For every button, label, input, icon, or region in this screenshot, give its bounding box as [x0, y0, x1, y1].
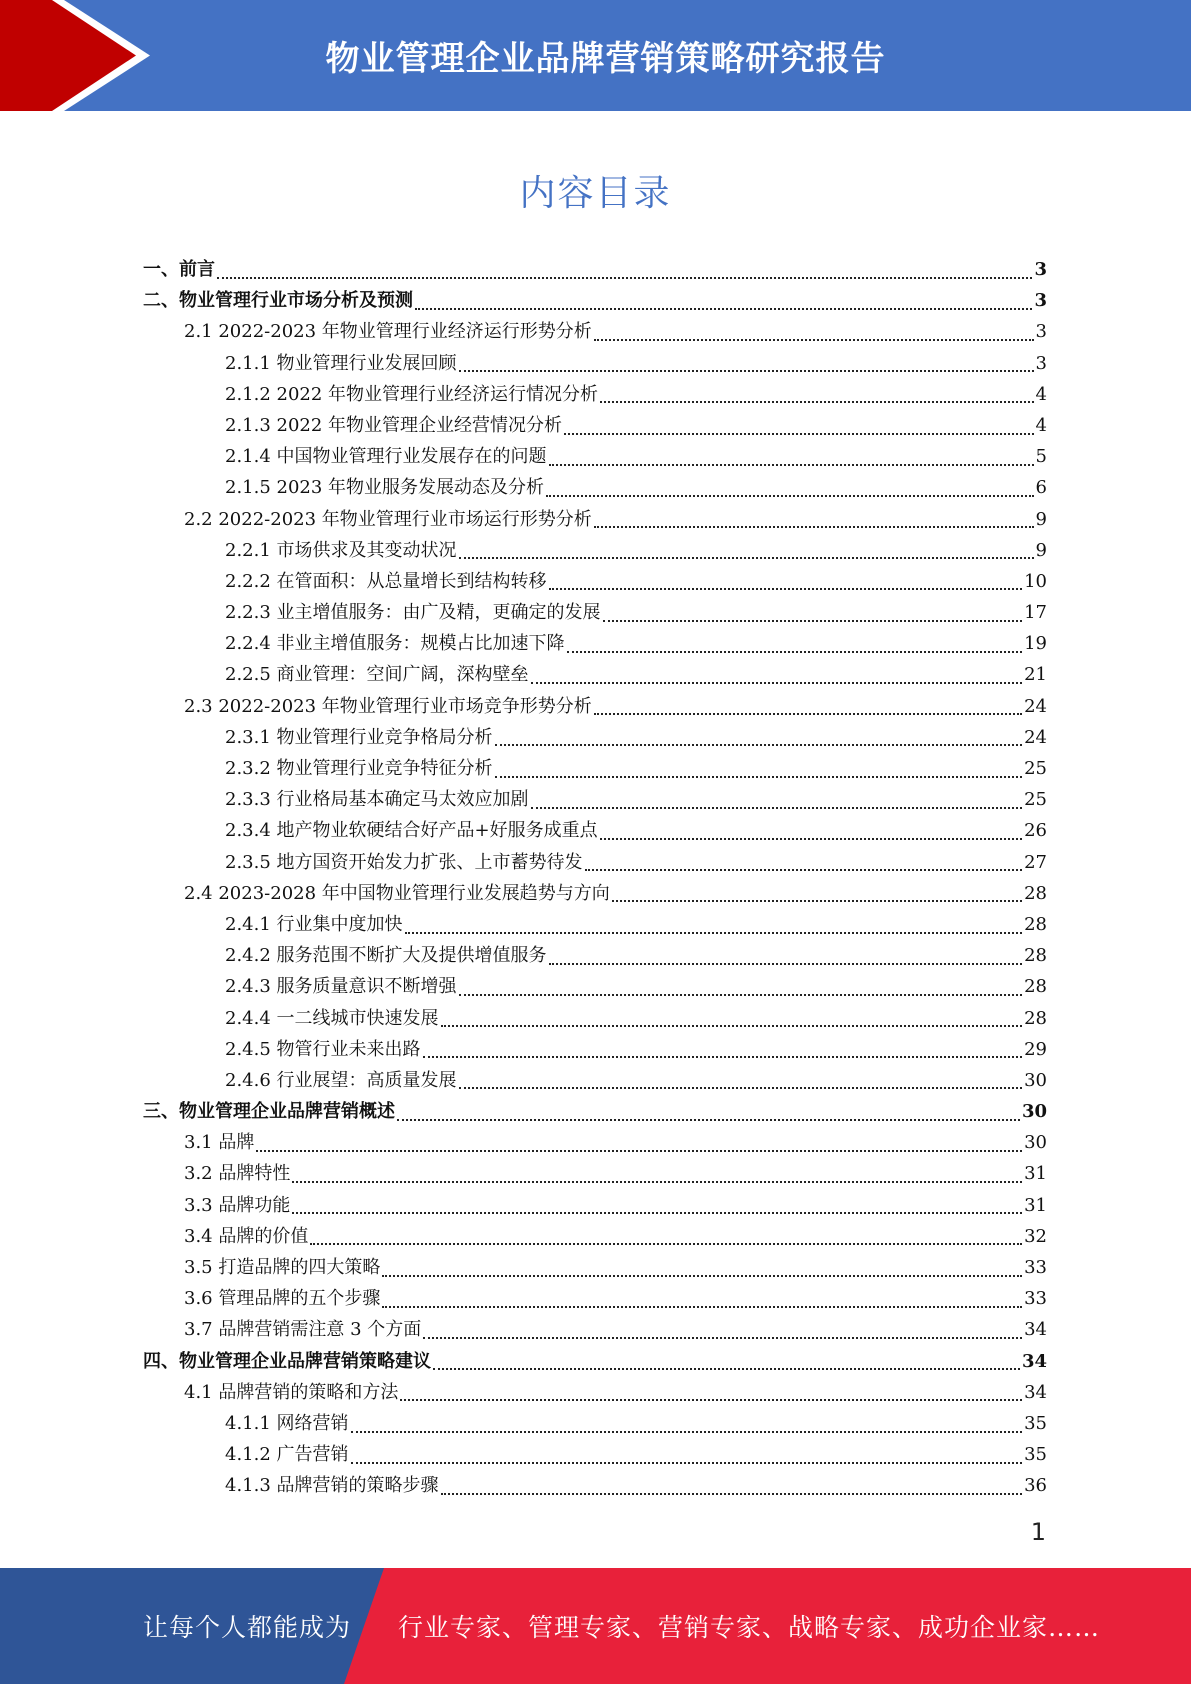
toc-entry-label: 3.5 打造品牌的四大策略: [184, 1257, 381, 1278]
footer-slogan-right: 行业专家、管理专家、营销专家、战略专家、成功企业家……: [398, 1613, 1101, 1642]
toc-entry[interactable]: [143, 1190, 1047, 1221]
toc-dot-leader: [531, 682, 1023, 684]
toc-dot-leader: [567, 651, 1023, 653]
toc-entry[interactable]: [143, 847, 1047, 878]
toc-entry[interactable]: [143, 597, 1047, 628]
toc-entry-page: 32: [1024, 1225, 1047, 1247]
toc-entry-page: 4: [1035, 383, 1047, 405]
toc-entry[interactable]: [143, 1252, 1047, 1283]
toc-dot-leader: [600, 401, 1033, 403]
toc-dot-leader: [549, 464, 1034, 466]
page-number: 1: [1030, 1518, 1046, 1546]
toc-entry-page: 28: [1024, 976, 1047, 998]
toc-entry-page: 4: [1035, 414, 1047, 436]
toc-entry-label: 3.3 品牌功能: [184, 1194, 291, 1216]
toc-entry-page: 6: [1035, 477, 1047, 499]
toc-entry-label: 一、前言: [143, 259, 215, 280]
toc-entry-page: 28: [1024, 945, 1047, 967]
toc-entry-label: 3.2 品牌特性: [184, 1163, 291, 1185]
toc-entry-label: 2.1.1 物业管理行业发展回顾: [225, 352, 457, 374]
toc-entry[interactable]: [143, 878, 1047, 909]
toc-entry-label: 3.6 管理品牌的五个步骤: [184, 1288, 381, 1310]
toc-dot-leader: [600, 838, 1022, 840]
toc-entry-page: 33: [1024, 1288, 1047, 1310]
toc-entry[interactable]: [143, 722, 1047, 753]
toc-entry[interactable]: [143, 566, 1047, 597]
table-of-contents: [143, 254, 1047, 1502]
toc-dot-leader: [292, 1212, 1022, 1214]
toc-entry-page: 30: [1024, 1069, 1047, 1091]
toc-dot-leader: [546, 495, 1033, 497]
toc-dot-leader: [256, 1150, 1022, 1152]
toc-entry-page: 3: [1035, 352, 1047, 374]
toc-dot-leader: [495, 744, 1023, 746]
toc-dot-leader: [400, 1399, 1022, 1401]
toc-dot-leader: [594, 526, 1034, 528]
toc-entry-label: 2.3 2022-2023 年物业管理行业市场竞争形势分析: [184, 695, 592, 717]
toc-dot-leader: [351, 1431, 1023, 1433]
toc-entry-label: 3.1 品牌: [184, 1132, 255, 1154]
toc-dot-leader: [433, 1368, 1020, 1370]
toc-entry-label: 2.2.3 业主增值服务：由广及精，更确定的发展: [225, 602, 601, 624]
toc-entry-page: 25: [1024, 789, 1047, 811]
toc-dot-leader: [585, 869, 1023, 871]
toc-entry-label: 2.4.5 物管行业未来出路: [225, 1038, 421, 1060]
toc-entry[interactable]: [143, 940, 1047, 971]
toc-entry-page: 30: [1021, 1101, 1047, 1123]
toc-dot-leader: [405, 932, 1023, 934]
toc-dot-leader: [459, 994, 1023, 996]
toc-entry-page: 28: [1024, 913, 1047, 935]
toc-entry-page: 31: [1024, 1163, 1047, 1185]
toc-entry[interactable]: [143, 971, 1047, 1002]
toc-dot-leader: [415, 308, 1032, 310]
toc-dot-leader: [594, 339, 1034, 341]
toc-entry-page: 17: [1024, 602, 1047, 624]
toc-entry-page: 26: [1024, 820, 1047, 842]
toc-dot-leader: [441, 1493, 1023, 1495]
toc-entry-page: 33: [1024, 1257, 1047, 1278]
toc-dot-leader: [495, 776, 1023, 778]
toc-entry[interactable]: [143, 1470, 1047, 1501]
toc-entry[interactable]: [143, 1439, 1047, 1470]
toc-entry-label: 2.4.1 行业集中度加快: [225, 913, 403, 935]
toc-entry-page: 36: [1024, 1475, 1047, 1497]
page-footer: [0, 1568, 1191, 1684]
toc-entry[interactable]: [143, 379, 1047, 410]
toc-dot-leader: [603, 620, 1023, 622]
toc-entry-label: 2.3.4 地产物业软硬结合好产品+好服务成重点: [225, 820, 598, 842]
toc-dot-leader: [382, 1275, 1022, 1277]
toc-entry-label: 4.1 品牌营销的策略和方法: [184, 1381, 399, 1403]
toc-entry-label: 2.3.1 物业管理行业竞争格局分析: [225, 726, 493, 748]
toc-dot-leader: [531, 807, 1023, 809]
toc-entry-label: 2.2.4 非业主增值服务：规模占比加速下降: [225, 633, 565, 655]
toc-entry-label: 2.4 2023-2028 年中国物业管理行业发展趋势与方向: [184, 882, 610, 904]
toc-dot-leader: [382, 1306, 1022, 1308]
toc-entry[interactable]: [143, 472, 1047, 503]
toc-entry[interactable]: [143, 753, 1047, 784]
toc-entry-page: 30: [1024, 1132, 1047, 1154]
toc-entry-page: 28: [1024, 882, 1047, 904]
report-title: 物业管理企业品牌营销策略研究报告: [325, 39, 886, 79]
toc-entry-label: 2.3.3 行业格局基本确定马太效应加剧: [225, 789, 529, 811]
toc-dot-leader: [549, 963, 1023, 965]
toc-dot-leader: [459, 557, 1034, 559]
toc-entry-page: 31: [1024, 1194, 1047, 1216]
toc-entry-label: 二、物业管理行业市场分析及预测: [143, 290, 413, 312]
toc-entry[interactable]: [143, 1221, 1047, 1252]
toc-entry-page: 24: [1024, 726, 1047, 748]
toc-entry[interactable]: [143, 1346, 1047, 1377]
toc-entry-label: 2.4.2 服务范围不断扩大及提供增值服务: [225, 945, 547, 967]
toc-entry-page: 21: [1024, 664, 1047, 686]
toc-entry-label: 2.3.5 地方国资开始发力扩张、上市蓄势待发: [225, 851, 583, 873]
toc-entry[interactable]: [143, 691, 1047, 722]
toc-entry-label: 4.1.3 品牌营销的策略步骤: [225, 1475, 439, 1497]
toc-entry-page: 34: [1024, 1319, 1047, 1341]
toc-dot-leader: [594, 713, 1022, 715]
toc-entry-label: 2.4.4 一二线城市快速发展: [225, 1007, 439, 1029]
toc-entry[interactable]: [143, 1034, 1047, 1065]
toc-entry-label: 2.2.1 市场供求及其变动状况: [225, 539, 457, 561]
toc-dot-leader: [423, 1056, 1023, 1058]
toc-entry[interactable]: [143, 285, 1047, 316]
toc-entry[interactable]: [143, 1127, 1047, 1158]
toc-entry[interactable]: [143, 628, 1047, 659]
toc-entry[interactable]: [143, 815, 1047, 846]
toc-entry-label: 2.1 2022-2023 年物业管理行业经济运行形势分析: [184, 321, 592, 343]
toc-entry[interactable]: [143, 1408, 1047, 1439]
toc-entry-page: 24: [1024, 695, 1047, 717]
toc-dot-leader: [310, 1243, 1022, 1245]
toc-entry-page: 10: [1024, 570, 1047, 592]
toc-entry-page: 34: [1021, 1350, 1047, 1372]
toc-entry-label: 2.3.2 物业管理行业竞争特征分析: [225, 758, 493, 779]
toc-entry-label: 2.1.2 2022 年物业管理行业经济运行情况分析: [225, 383, 599, 405]
toc-entry[interactable]: [143, 441, 1047, 472]
toc-dot-leader: [351, 1462, 1023, 1464]
toc-entry[interactable]: [143, 659, 1047, 690]
toc-entry-label: 4.1.1 网络营销: [225, 1412, 349, 1434]
toc-entry[interactable]: [143, 535, 1047, 566]
toc-entry[interactable]: [143, 909, 1047, 940]
toc-entry-page: 35: [1024, 1444, 1047, 1466]
toc-entry-label: 4.1.2 广告营销: [225, 1444, 349, 1466]
toc-entry-label: 2.2 2022-2023 年物业管理行业市场运行形势分析: [184, 508, 592, 530]
toc-entry-page: 19: [1024, 633, 1047, 655]
toc-dot-leader: [217, 277, 1032, 279]
toc-dot-leader: [423, 1337, 1022, 1339]
toc-dot-leader: [459, 1087, 1023, 1089]
toc-entry-page: 28: [1024, 1007, 1047, 1029]
toc-entry[interactable]: [143, 410, 1047, 441]
toc-dot-leader: [612, 900, 1022, 902]
toc-entry[interactable]: [143, 1283, 1047, 1314]
toc-entry-label: 2.2.2 在管面积：从总量增长到结构转移: [225, 570, 547, 592]
toc-entry[interactable]: [143, 784, 1047, 815]
toc-dot-leader: [549, 588, 1023, 590]
toc-entry[interactable]: [143, 1377, 1047, 1408]
toc-entry[interactable]: [143, 504, 1047, 535]
toc-entry-label: 3.4 品牌的价值: [184, 1225, 309, 1247]
toc-entry[interactable]: [143, 316, 1047, 347]
toc-entry-page: 3: [1034, 259, 1047, 280]
toc-entry-label: 2.1.5 2023 年物业服务发展动态及分析: [225, 477, 545, 499]
toc-entry-page: 25: [1024, 758, 1047, 779]
toc-entry-label: 2.4.6 行业展望：高质量发展: [225, 1069, 457, 1091]
toc-entry[interactable]: [143, 1314, 1047, 1345]
toc-entry-page: 9: [1035, 508, 1047, 530]
toc-entry[interactable]: [143, 1065, 1047, 1096]
toc-entry[interactable]: [143, 254, 1047, 285]
toc-entry[interactable]: [143, 1158, 1047, 1189]
toc-entry-page: 9: [1035, 539, 1047, 561]
toc-entry[interactable]: [143, 1096, 1047, 1127]
toc-entry-page: 3: [1035, 321, 1047, 343]
toc-dot-leader: [292, 1181, 1022, 1183]
toc-entry-label: 2.1.3 2022 年物业管理企业经营情况分析: [225, 414, 563, 436]
toc-dot-leader: [441, 1025, 1023, 1027]
page-header: [0, 0, 1191, 111]
toc-entry-label: 三、物业管理企业品牌营销概述: [143, 1101, 395, 1123]
toc-entry-label: 2.2.5 商业管理：空间广阔，深构壁垒: [225, 664, 529, 686]
toc-entry[interactable]: [143, 348, 1047, 379]
toc-dot-leader: [564, 433, 1033, 435]
footer-slogan-left: 让每个人都能成为: [143, 1613, 352, 1642]
toc-entry-page: 29: [1024, 1038, 1047, 1060]
toc-entry[interactable]: [143, 1003, 1047, 1034]
toc-dot-leader: [397, 1119, 1020, 1121]
toc-heading: 内容目录: [519, 173, 672, 214]
toc-entry-page: 27: [1024, 851, 1047, 873]
toc-entry-page: 3: [1034, 290, 1047, 312]
toc-entry-label: 四、物业管理企业品牌营销策略建议: [143, 1350, 431, 1372]
toc-entry-page: 34: [1024, 1381, 1047, 1403]
toc-entry-page: 35: [1024, 1412, 1047, 1434]
toc-entry-label: 2.1.4 中国物业管理行业发展存在的问题: [225, 446, 547, 468]
toc-entry-label: 3.7 品牌营销需注意 3 个方面: [184, 1319, 422, 1341]
toc-entry-label: 2.4.3 服务质量意识不断增强: [225, 976, 457, 998]
toc-dot-leader: [459, 370, 1034, 372]
toc-entry-page: 5: [1035, 446, 1047, 468]
